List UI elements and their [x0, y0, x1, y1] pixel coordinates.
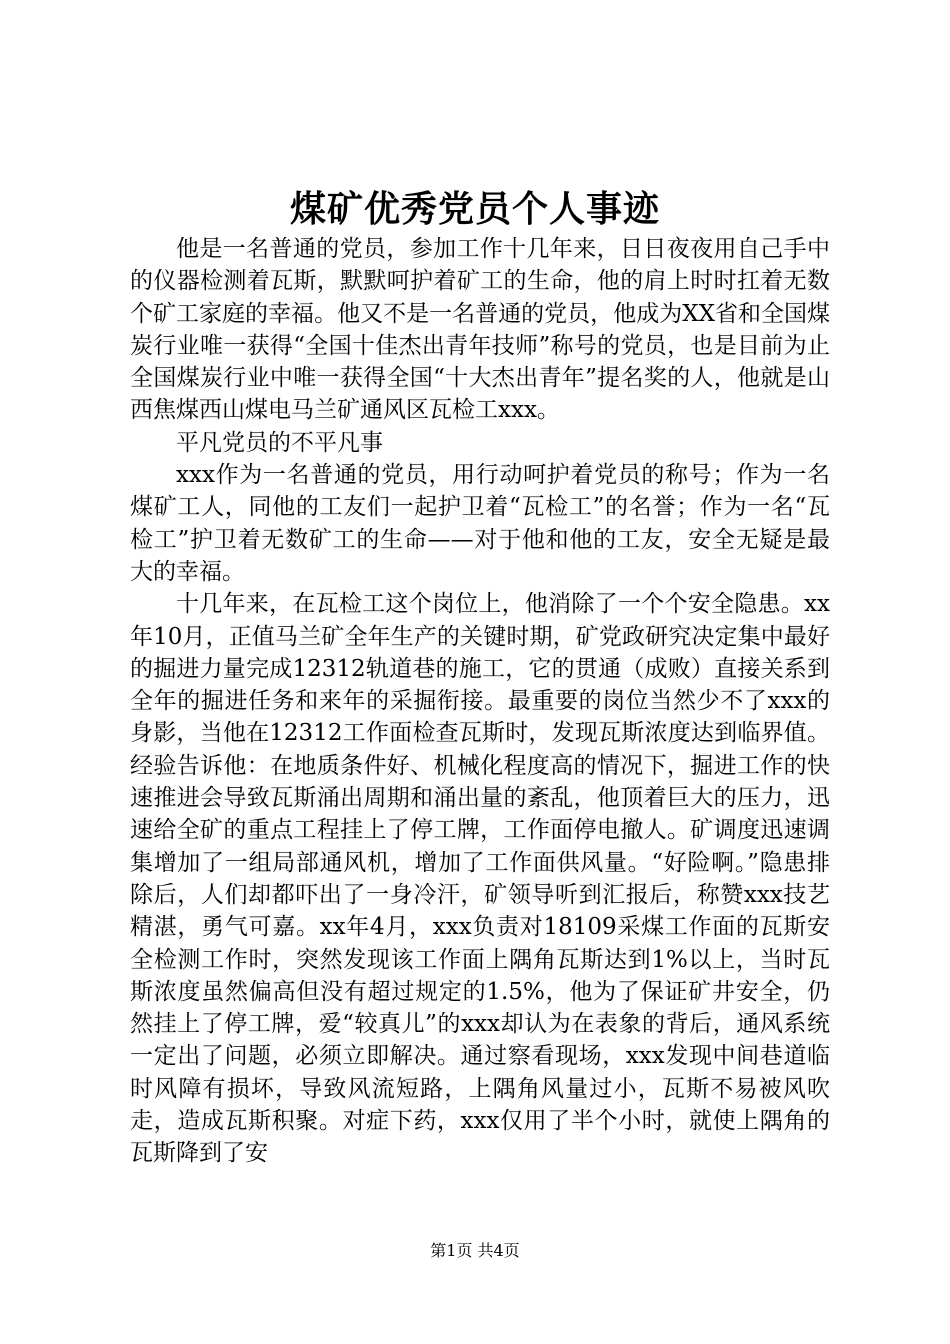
- body-paragraph-role: xxx作为一名普通的党员，用行动呵护着党员的称号；作为一名煤矿工人，同他的工友们一起护卫着“瓦检工”的名誉；作为一名“瓦检工”护卫着无数矿工的生命——对于他和他的工友，安全无疑是最大的幸福。: [130, 462, 830, 585]
- document-body: [130, 233, 830, 1170]
- page-footer: 第1页 共4页: [430, 1241, 520, 1260]
- body-paragraph-deeds: 十几年来，在瓦检工这个岗位上，他消除了一个个安全隐患。xx年10月，正值马兰矿全年生产的关键时期，矿党政研究决定集中最好的掘进力量完成12312轨道巷的施工，它的贯通（成败）直接关系到全年的掘进任务和来年的采掘衔接。最重要的岗位当然少不了xxx的身影，当他在12312工作面检查瓦斯时，发现瓦斯浓度达到临界值。经验告诉他：在地质条件好、机械化程度高的情况下，掘进工作的快速推进会导致瓦斯涌出周期和涌出量的紊乱，他顶着巨大的压力，迅速给全矿的重点工程挂上了停工牌，工作面停电撤人。矿调度迅速调集增加了一组局部通风机，增加了工作面供风量。“好险啊。”隐患排除后，人们却都吓出了一身冷汗，矿领导听到汇报后，称赞xxx技艺精湛，勇气可嘉。xx年4月，xxx负责对18109采煤工作面的瓦斯安全检测工作时，突然发现该工作面上隅角瓦斯达到1%以上，当时瓦斯浓度虽然偏高但没有超过规定的1.5%，他为了保证矿井安全，仍然挂上了停工牌，爱“较真儿”的xxx却认为在表象的背后，通风系统一定出了问题，必须立即解决。通过察看现场，xxx发现中间巷道临时风障有损坏，导致风流短路，上隅角风量过小，瓦斯不易被风吹走，造成瓦斯积聚。对症下药，xxx仅用了半个小时，就使上隅角的瓦斯降到了安: [130, 591, 830, 1167]
- document-title: 煤矿优秀党员个人事迹: [289, 188, 660, 230]
- body-paragraph-intro: 他是一名普通的党员，参加工作十几年来，日日夜夜用自己手中的仪器检测着瓦斯，默默呵护着矿工的生命，他的肩上时时扛着无数个矿工家庭的幸福。他又不是一名普通的党员，他成为XX省和全国煤炭行业唯一获得“全国十佳杰出青年技师”称号的党员，也是目前为止全国煤炭行业中唯一获得全国“十大杰出青年”提名奖的人，他就是山西焦煤西山煤电马兰矿通风区瓦检工xxx。: [130, 236, 830, 424]
- section-heading: 平凡党员的不平凡事: [176, 429, 383, 456]
